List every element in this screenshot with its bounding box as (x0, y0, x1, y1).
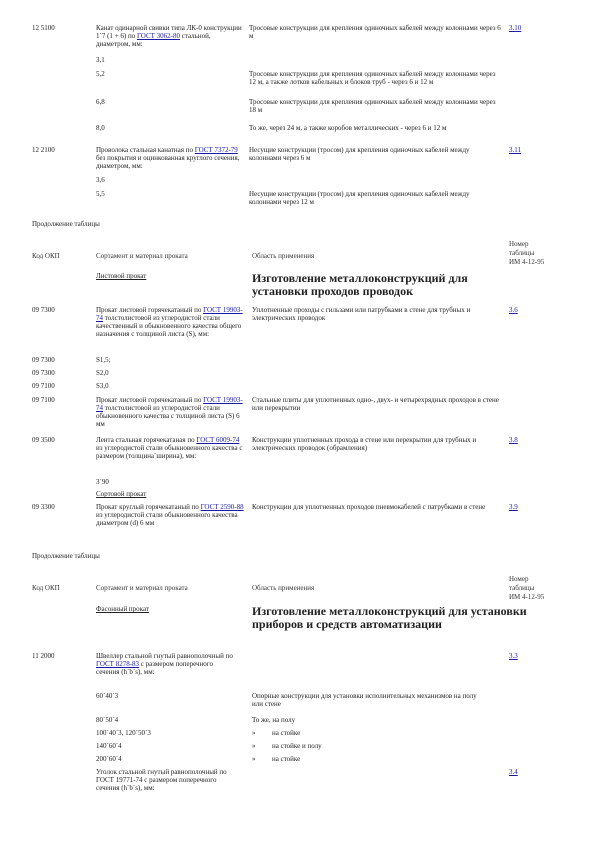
application-area: То же, на полу (252, 716, 296, 724)
gost-link[interactable]: ГОСТ 19903-74 (96, 396, 243, 412)
size-value: 200´60´4 (96, 755, 122, 763)
application-area: Тросовые конструкции для крепления одиночных кабелей между колоннами через 18 м (249, 98, 496, 114)
okp-code: 09 3500 (32, 436, 55, 444)
ditto-mark: » (252, 742, 256, 750)
application-area: Тросовые конструкции для крепления одиночных кабелей между колоннами через 12 м, а также лотков кабельных и блоков труб - через 6 и 12 м (249, 70, 496, 86)
continuation-label: Продолжение таблицы (32, 552, 100, 560)
application-area: на стойке (272, 755, 301, 763)
section-title: Изготовление металлоконструкций для установки приборов и средств автоматизации (252, 604, 527, 631)
size-value: 3´90 (96, 478, 109, 486)
application-area: на стойке (272, 729, 301, 737)
application-area: Стальные плиты для уплотненных одно-, двух- и четырехрядных проходов в стене или перекрытии (252, 396, 499, 412)
application-area: Опорные конструкции для установки исполнительных механизмов на полу или стене (252, 692, 477, 708)
table-ref-link[interactable]: 3.8 (509, 436, 518, 444)
application-area: на стойке и полу (272, 742, 322, 750)
section-label: Сортовой прокат (96, 490, 147, 498)
okp-code: 12 5100 (32, 24, 55, 32)
table-ref-link[interactable]: 3.11 (509, 146, 521, 154)
ditto-mark: » (252, 755, 256, 763)
assortment-description: Прокат круглый горячекатаный по ГОСТ 2590-88 из углеродистой стали обыкновенного качества диаметром (d) 6 мм (96, 503, 244, 527)
application-area: Несущие конструкции (тросом) для крепления одиночных кабелей между колоннами через 12 м (249, 190, 470, 206)
table-ref-link[interactable]: 3.10 (509, 24, 522, 32)
ditto-mark: » (252, 729, 256, 737)
okp-code: 09 3300 (32, 503, 55, 511)
application-area: Уплотненные проходы с гильзами или патрубками в стене для трубных и электрических проводок (252, 306, 471, 322)
okp-code: 12 2100 (32, 146, 55, 154)
continuation-label: Продолжение таблицы (32, 220, 100, 228)
size-value: S3,0 (96, 382, 109, 390)
application-area: Тросовые конструкции для крепления одиночных кабелей между колоннами через 6 м (249, 24, 501, 40)
header-assortment: Сортамент и материал проката (96, 252, 188, 260)
size-value: 8,0 (96, 124, 105, 132)
header-ref-2: таблицы (509, 249, 535, 257)
okp-code: 09 7300 (32, 369, 55, 377)
size-value: 3,6 (96, 176, 105, 184)
gost-link[interactable]: ГОСТ 8278-83 (96, 660, 140, 668)
okp-code: 11 2000 (32, 652, 55, 660)
application-area: То же, через 24 м, а также коробов металлических - через 6 и 12 м (249, 124, 447, 132)
size-value: S1,5; (96, 356, 111, 364)
header-ref-3: ИМ 4-12-95 (509, 593, 545, 601)
table-ref-link[interactable]: 3.9 (509, 503, 518, 511)
header-assortment: Сортамент и материал проката (96, 584, 188, 592)
size-value: 60´40´3 (96, 692, 119, 700)
header-code: Код ОКП (32, 252, 60, 260)
header-ref-3: ИМ 4-12-95 (509, 258, 545, 266)
size-value: 100´40´3, 120´50´3 (96, 729, 151, 737)
section-label: Фасонный прокат (96, 605, 149, 613)
header-code: Код ОКП (32, 584, 60, 592)
header-ref-1: Номер (509, 240, 529, 248)
table-ref-link[interactable]: 3.6 (509, 306, 518, 314)
application-area: Несущие конструкции (тросом) для крепления одиночных кабелей между колоннами через 6 м (249, 146, 470, 162)
section-title: Изготовление металлоконструкций для установки проходов проводок (252, 271, 468, 298)
gost-link[interactable]: ГОСТ 3062-80 (136, 32, 180, 40)
gost-link[interactable]: ГОСТ 19903-74 (96, 306, 243, 322)
assortment-description: Лента стальная горячекатаная по ГОСТ 6009-74 из углеродистой стали обыкновенного качества с размером (толщина´ширина), мм: (96, 436, 243, 460)
assortment-description: Проволока стальная канатная по ГОСТ 7372-79 без покрытия и оцинкованная круглого сечения, диаметром, мм: (96, 146, 240, 170)
size-value: 5,5 (96, 190, 105, 198)
application-area: Конструкции уплотненных прохода в стене или перекрытии для трубных и электрических проводок (обрамления) (252, 436, 477, 452)
assortment-description: Уголок стальной гнутый равнополочный по ГОСТ 19771-74 с размером поперечного сечения (h´b´s), мм: (96, 768, 227, 792)
size-value: 140´60´4 (96, 742, 122, 750)
section-label: Листовой прокат (96, 272, 147, 280)
okp-code: 09 7300 (32, 306, 55, 314)
gost-link[interactable]: ГОСТ 2590-88 (200, 503, 244, 511)
application-area: Конструкции для уплотненных проходов пневмокабелей с патрубками в стене (252, 503, 486, 511)
assortment-description: Канат одинарной свивки типа ЛК-0 конструкции 1´7 (1 + 6) по ГОСТ 3062-80 стальной, диаметром, мм: (96, 24, 242, 48)
table-ref-link[interactable]: 3.3 (509, 652, 518, 660)
header-ref-1: Номер (509, 575, 529, 583)
gost-link[interactable]: ГОСТ 6009-74 (196, 436, 240, 444)
assortment-description: Прокат листовой горячекатаный по ГОСТ 19903-74 толстолистовой из углеродистой стали обыкновенного качества с толщиной листа (S) 6 мм (96, 396, 243, 428)
size-value: 80´50´4 (96, 716, 119, 724)
okp-code: 09 7100 (32, 396, 55, 404)
size-value: 6,8 (96, 98, 105, 106)
gost-link[interactable]: ГОСТ 7372-79 (194, 146, 238, 154)
assortment-description: Швеллер стальной гнутый равнополочный по ГОСТ 8278-83 с размером поперечного сечения (h´b´s), мм: (96, 652, 233, 676)
okp-code: 09 7300 (32, 356, 55, 364)
okp-code: 09 7100 (32, 382, 55, 390)
table-ref-link[interactable]: 3.4 (509, 768, 518, 776)
header-area: Область применения (252, 584, 315, 592)
header-area: Область применения (252, 252, 315, 260)
header-ref-2: таблицы (509, 584, 535, 592)
assortment-description: Прокат листовой горячекатаный по ГОСТ 19903-74 толстолистовой из углеродистой стали качественный и обыкновенного качества общего назначения с толщиной листа (S), мм: (96, 306, 243, 338)
size-value: 3,1 (96, 56, 105, 64)
size-value: S2,0 (96, 369, 109, 377)
size-value: 5,2 (96, 70, 105, 78)
